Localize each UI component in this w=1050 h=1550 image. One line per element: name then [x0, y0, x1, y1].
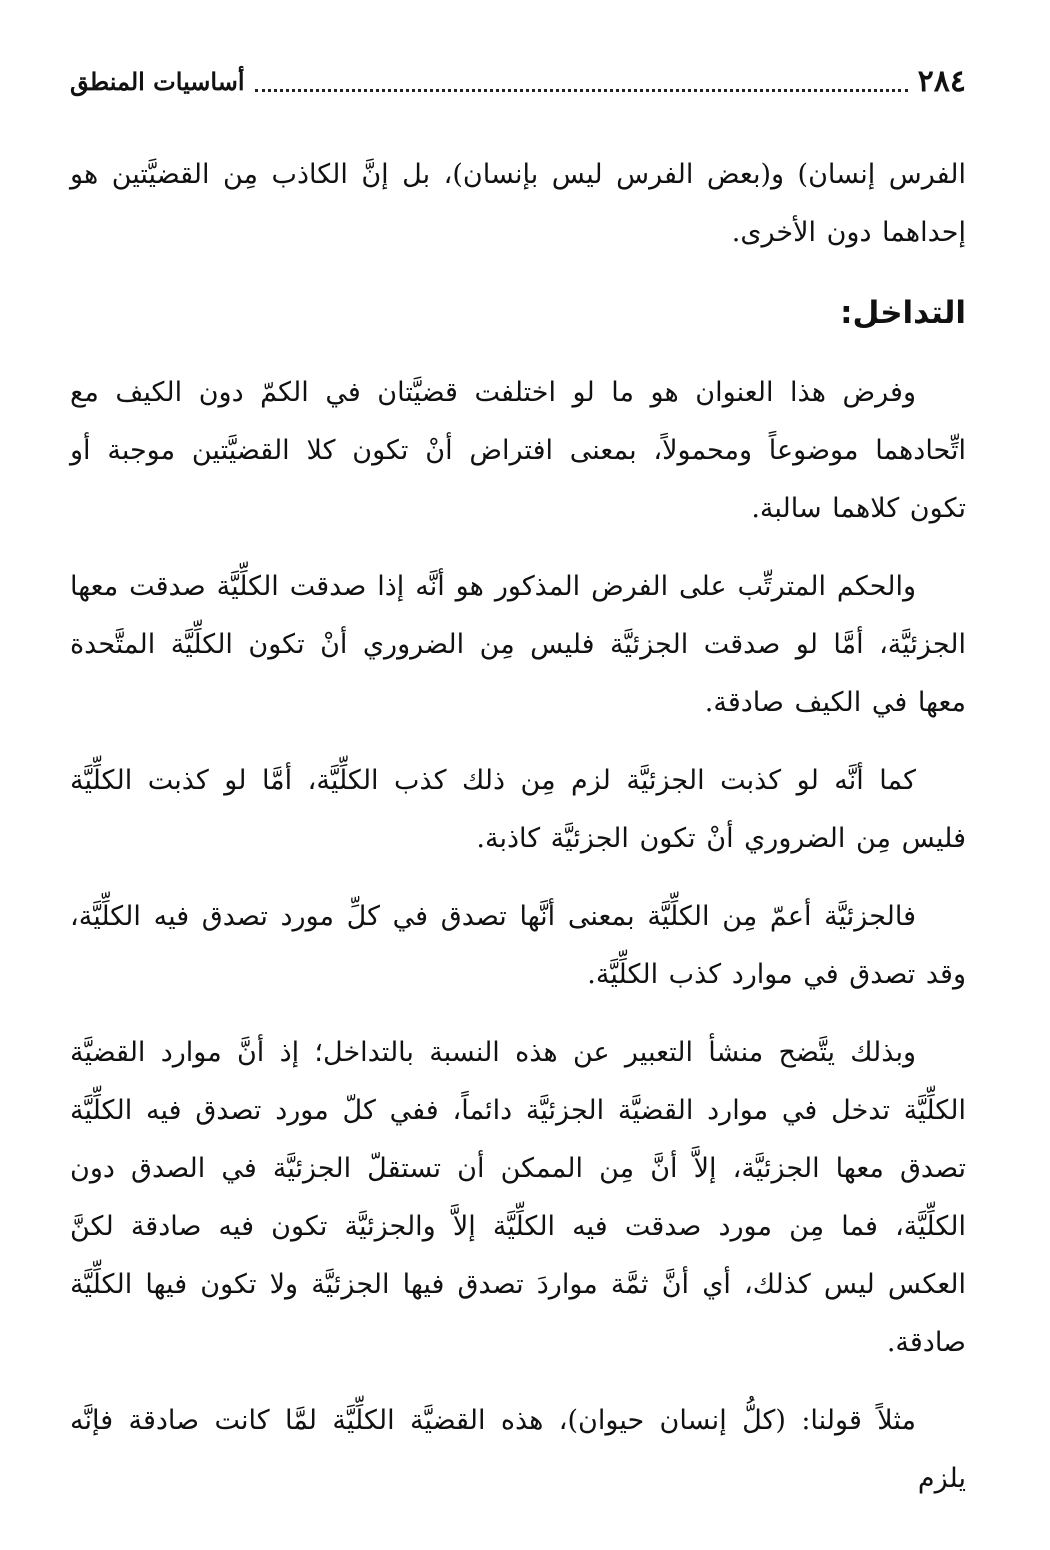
paragraph-generality: فالجزئيَّة أعمّ مِن الكلِّيَّة بمعنى أنَّها تصدق في كلِّ مورد تصدق فيه الكلِّيَّة، وقد تصدق في موارد كذب الكلِّيَّة. [70, 901, 966, 990]
paragraph-explanation: وبذلك يتَّضح منشأ التعبير عن هذه النسبة بالتداخل؛ إذ أنَّ موارد القضيَّة الكلِّيَّة تدخل في موارد القضيَّة الجزئيَّة دائماً، ففي كلّ مورد تصدق فيه الكلِّيَّة تصدق معها الجزئيَّة، إلاَّ أنَّ مِن الممكن أن تستقلّ الجزئيَّة في الصدق دون الكلِّيَّة، فما مِن مورد صدقت فيه الكلِّيَّة إلاَّ والجزئيَّة تكون فيه صادقة لكنَّ العكس ليس كذلك، أي أنَّ ثمَّة مواردَ تصدق فيها الجزئيَّة ولا تكون فيها الكلِّيَّة صادقة. [70, 1037, 966, 1358]
running-book-title: أساسيات المنطق [70, 67, 245, 96]
paragraph-rule-truth: والحكم المترتِّب على الفرض المذكور هو أنَّه إذا صدقت الكلِّيَّة صدقت معها الجزئيَّة، أمَّا لو صدقت الجزئيَّة فليس مِن الضروري أنْ تكون الكلِّيَّة المتَّحدة معها في الكيف صادقة. [70, 571, 966, 718]
page-number: ٢٨٤ [917, 64, 966, 99]
section-heading: التداخل: [840, 295, 966, 331]
dotted-leader [255, 89, 908, 92]
page-body [70, 146, 966, 1508]
paragraph-rule-falsity: كما أنَّه لو كذبت الجزئيَّة لزم مِن ذلك كذب الكلِّيَّة، أمَّا لو كذبت الكلِّيَّة فليس مِن الضروري أنْ تكون الجزئيَّة كاذبة. [70, 765, 966, 854]
paragraph-example: مثلاً قولنا: (كلُّ إنسان حيوان)، هذه القضيَّة الكلِّيَّة لمَّا كانت صادقة فإنَّه يلزم [70, 1405, 966, 1494]
continued-paragraph: الفرس إنسان) و(بعض الفرس ليس بإنسان)، بل إنَّ الكاذب مِن القضيَّتين هو إحداهما دون الأخرى. [70, 159, 966, 248]
paragraph-definition: وفرض هذا العنوان هو ما لو اختلفت قضيَّتان في الكمّ دون الكيف مع اتِّحادهما موضوعاً ومحمولاً، بمعنى افتراض أنْ تكون كلا القضيَّتين موجبة أو تكون كلاهما سالبة. [70, 377, 966, 524]
page-header [70, 58, 966, 102]
